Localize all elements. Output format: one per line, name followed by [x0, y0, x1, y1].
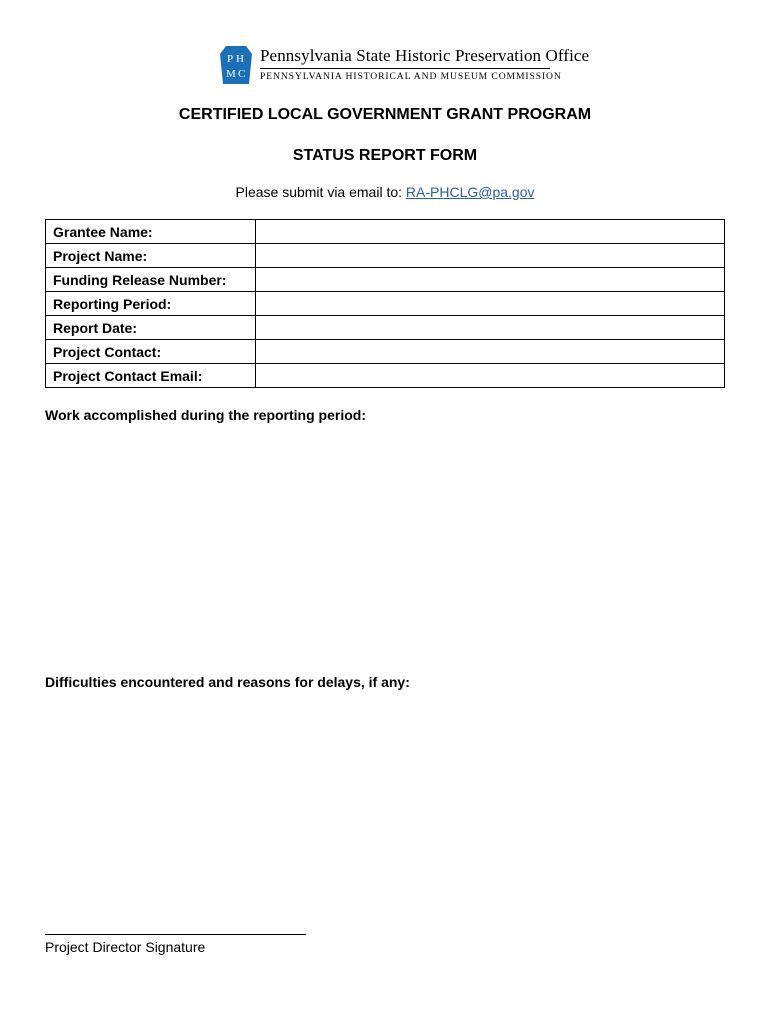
project-info-table	[45, 219, 725, 388]
table-row	[46, 316, 725, 340]
field-label-funding-release-number: Funding Release Number:	[46, 268, 256, 292]
field-label-project-contact: Project Contact:	[46, 340, 256, 364]
table-row	[46, 268, 725, 292]
table-row	[46, 340, 725, 364]
submit-instructions	[0, 184, 770, 200]
field-label-project-contact-email: Project Contact Email:	[46, 364, 256, 388]
phmc-logo	[218, 44, 590, 88]
logo-title: Pennsylvania State Historic Preservation Office	[260, 46, 590, 65]
table-row	[46, 292, 725, 316]
signature-line[interactable]	[45, 934, 306, 935]
field-value-project-name[interactable]	[256, 244, 725, 268]
field-value-project-contact-email[interactable]	[256, 364, 725, 388]
svg-text:P: P	[227, 53, 234, 65]
phmc-keystone-logo-icon	[218, 44, 254, 88]
table-row	[46, 220, 725, 244]
submit-email-link[interactable]: RA-PHCLG@pa.gov	[405, 184, 535, 200]
field-label-grantee-name: Grantee Name:	[46, 220, 256, 244]
difficulties-heading: Difficulties encountered and reasons for delays, if any:	[45, 674, 410, 690]
field-label-project-name: Project Name:	[46, 244, 256, 268]
svg-text:M: M	[226, 68, 236, 80]
work-accomplished-heading: Work accomplished during the reporting period:	[45, 407, 366, 423]
table-row	[46, 244, 725, 268]
document-title: CERTIFIED LOCAL GOVERNMENT GRANT PROGRAM	[178, 106, 592, 123]
form-title: STATUS REPORT FORM	[292, 147, 478, 164]
logo-subtitle: PENNSYLVANIA HISTORICAL AND MUSEUM COMMISSION	[260, 71, 562, 82]
field-value-report-date[interactable]	[256, 316, 725, 340]
svg-text:C: C	[238, 68, 246, 80]
field-value-reporting-period[interactable]	[256, 292, 725, 316]
submit-text: Please submit via email to:	[235, 184, 406, 200]
field-value-grantee-name[interactable]	[256, 220, 725, 244]
svg-text:H: H	[236, 53, 244, 65]
table-row	[46, 364, 725, 388]
field-label-reporting-period: Reporting Period:	[46, 292, 256, 316]
field-value-project-contact[interactable]	[256, 340, 725, 364]
logo-divider	[260, 68, 550, 69]
signature-label: Project Director Signature	[45, 939, 206, 955]
field-value-funding-release-number[interactable]	[256, 268, 725, 292]
field-label-report-date: Report Date:	[46, 316, 256, 340]
